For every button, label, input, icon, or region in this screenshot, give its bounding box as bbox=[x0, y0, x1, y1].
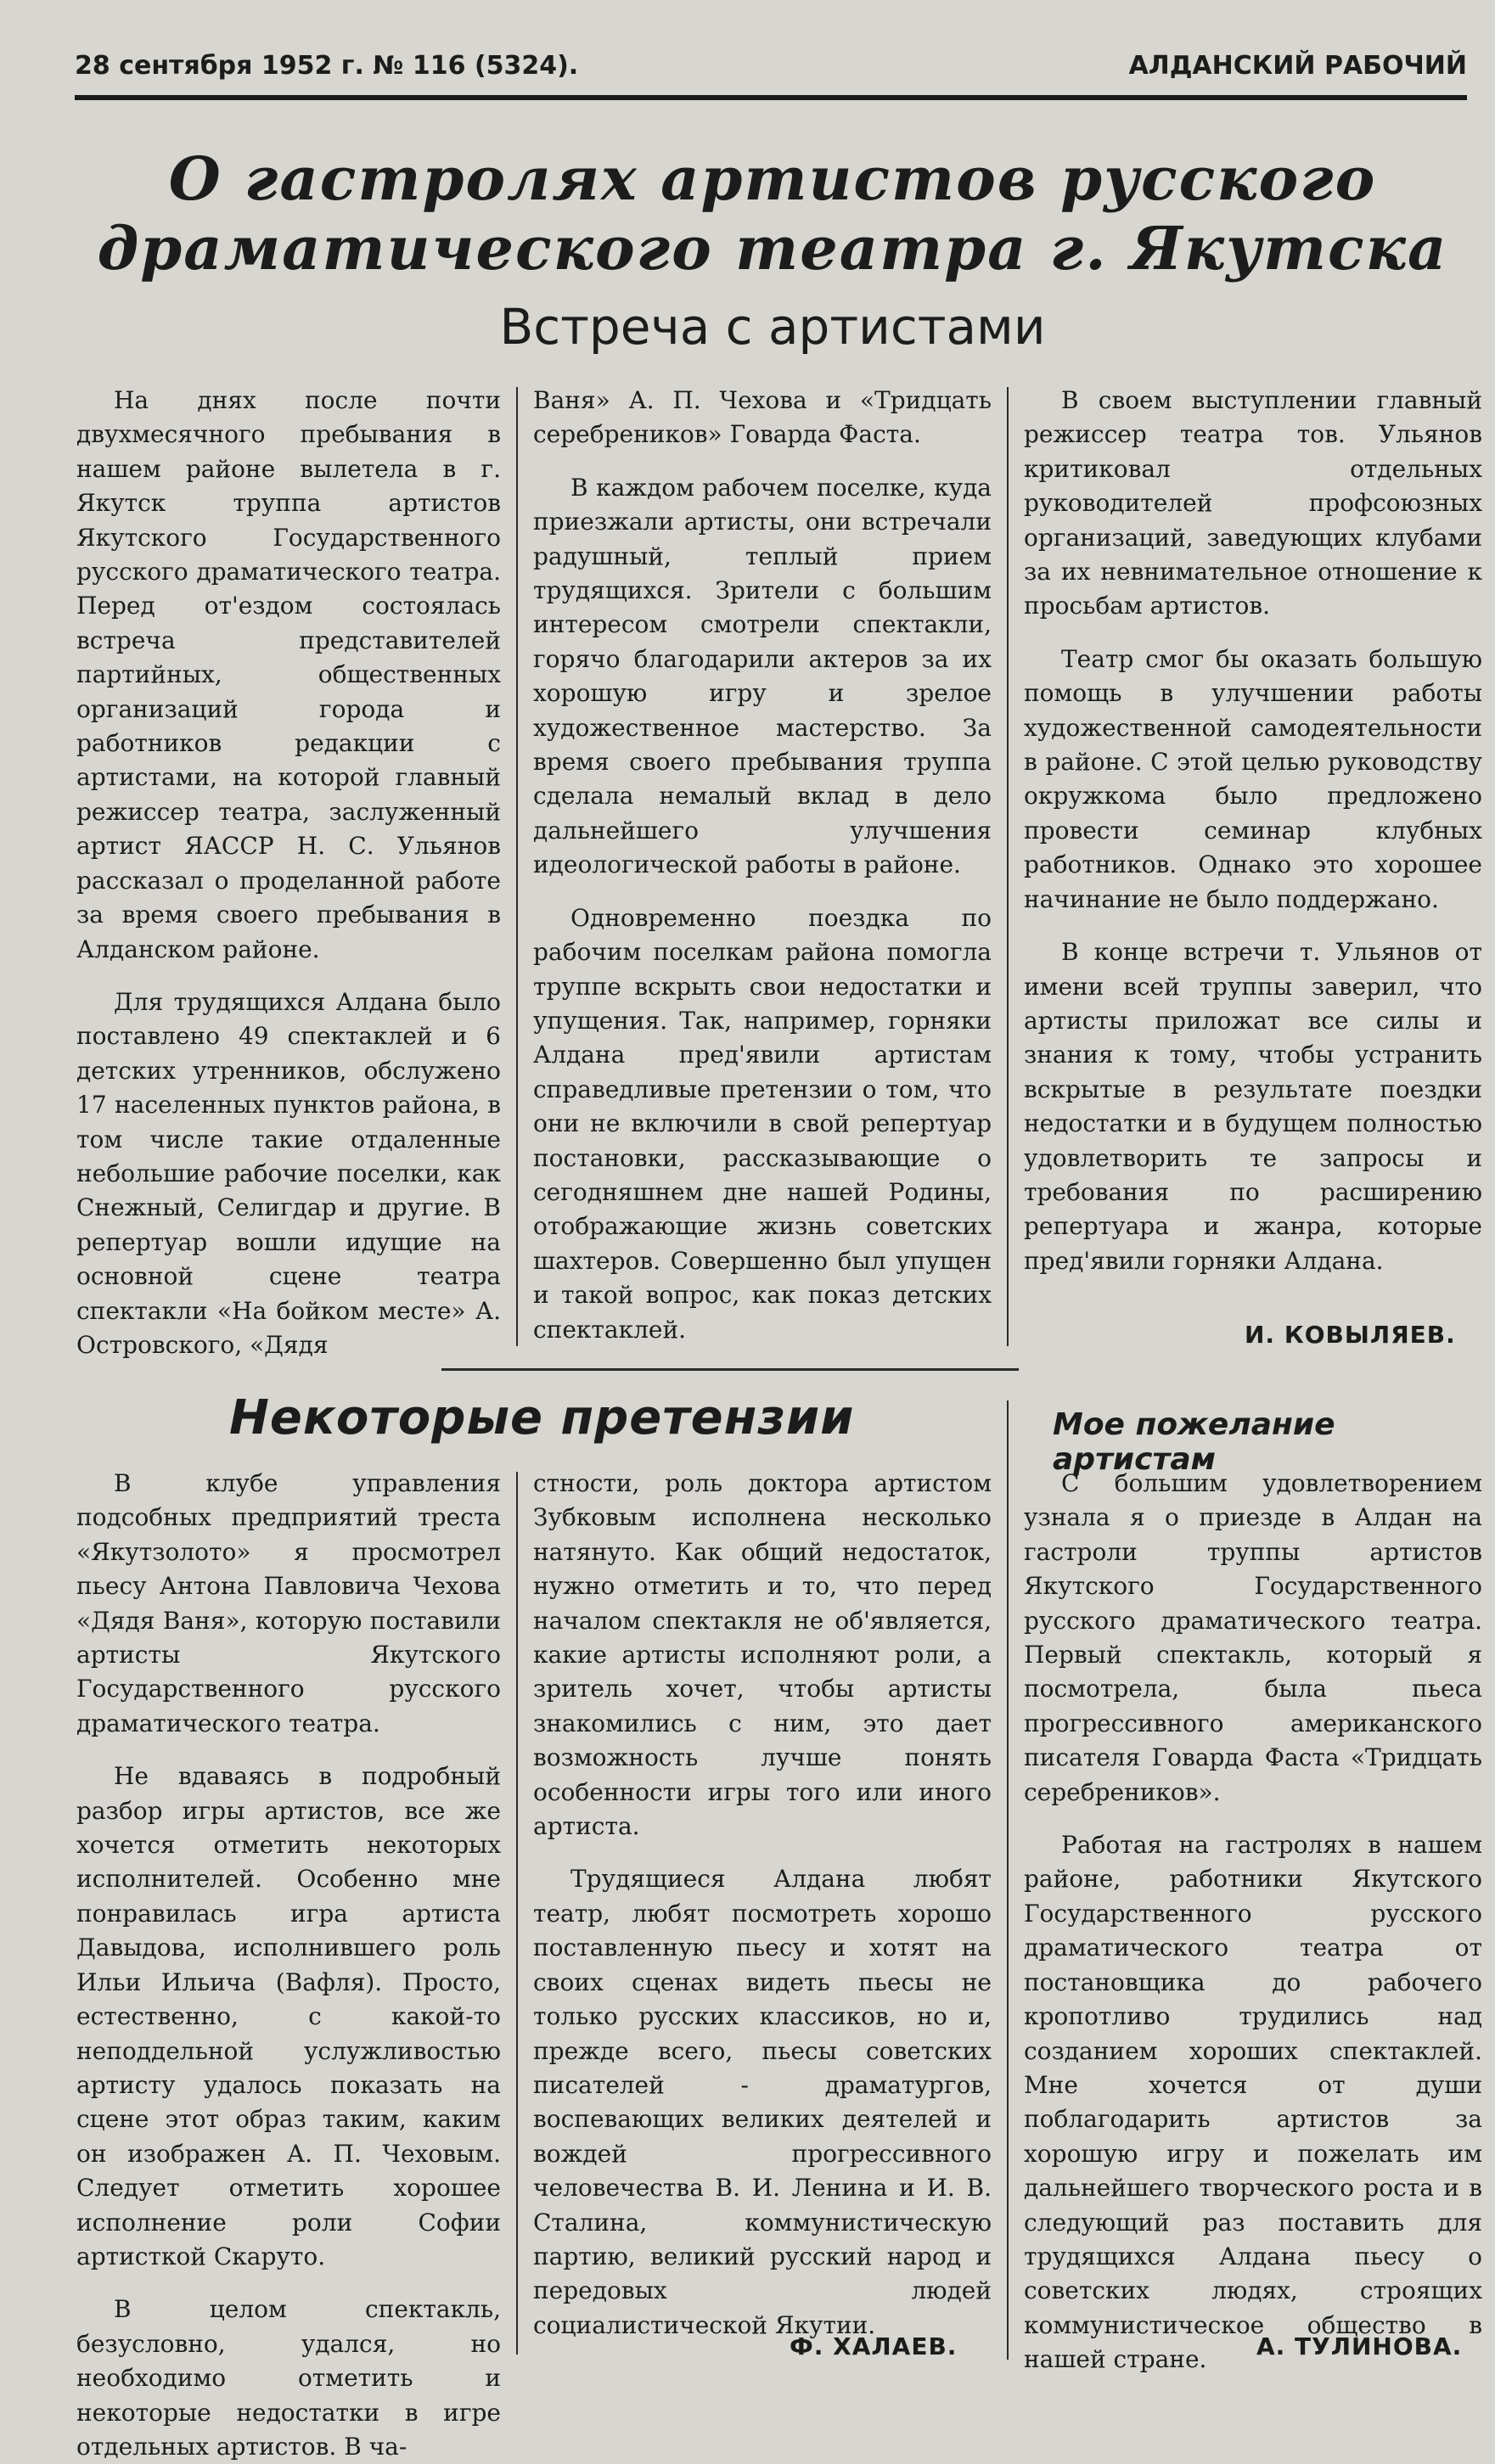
column-divider bbox=[1007, 1400, 1009, 2360]
subheadline: Встреча с артистами bbox=[499, 298, 1046, 356]
masthead bbox=[75, 44, 1467, 88]
article3-title: Мое пожелание артистам bbox=[1053, 1407, 1335, 1477]
column-divider bbox=[1007, 387, 1009, 1346]
paragraph: С большим удовлетворением узнала я о приезде в Алдан на гастроли труппы артистов Якутского Государственного русского драматического театра. Первый спектакль, который я посмотрела, была пьеса прогрессивного американского писателя Говарда Фаста «Тридцать серебреников». bbox=[1024, 1469, 1482, 1806]
article3-signature: А. ТУЛИНОВА. bbox=[1256, 2332, 1463, 2360]
article2-column-2 bbox=[533, 1467, 992, 2339]
article1-column-2 bbox=[533, 384, 992, 1343]
paragraph: Одновременно поездка по рабочим поселкам района помогла труппе вскрыть свои недостатки и упущения. Так, например, горняки Алдана пред'явили артистам справедливые претензии о том, что они не включили в свой репертуар постановки, рассказывающие о сегодняшнем дне нашей Родины, отображающие жизнь советских шахтеров. Совершенно был упущен и такой вопрос, как показ детских спектаклей. bbox=[533, 903, 992, 1344]
paragraph: Для трудящихся Алдана было поставлено 49 спектаклей и 6 детских утренников, обслужено 17 населенных пунктов района, в том числе такие отдаленные небольшие рабочие поселки, как Снежный, Селигдар и другие. В репертуар вошли идущие на основной сцене театра спектакли «На бойком месте» А. Островского, «Дядя bbox=[76, 987, 501, 1359]
paragraph: Театр смог бы оказать большую помощь в улучшении работы художественной самодеятельности в районе. С этой целью руководству окружкома было предложено провести семинар клубных работников. Однако это хорошее начинание не было поддержано. bbox=[1024, 644, 1482, 913]
article2-signature: Ф. ХАЛАЕВ. bbox=[790, 2332, 958, 2360]
paragraph: На днях после почти двухмесячного пребывания в нашем районе вылетела в г. Якутск труппа артистов Якутского Государственного русского драматического театра. Перед от'ездом состоялась встреча представителей партийных, общественных организаций города и работников редакции с артистами, на которой главный режиссер театра, заслуженный артист ЯАССР Н. С. Ульянов рассказал о проделанной работе за время своего пребывания в Алданском районе. bbox=[76, 386, 501, 963]
article2-title: Некоторые претензии bbox=[229, 1390, 855, 1445]
article1-column-3 bbox=[1024, 384, 1482, 1300]
headline-line-1: О гастролях артистов русского bbox=[168, 143, 1377, 214]
paragraph: стности, роль доктора артистом Зубковым исполнена несколько натянуто. Как общий недостаток, нужно отметить и то, что перед началом спектакля не об'является, какие артисты исполняют роли, а зритель хочет, чтобы артисты знакомились с ним, это дает возможность лучше понять особенности игры того или иного артиста. bbox=[533, 1469, 992, 1841]
headline-line-2: драматического театра г. Якутска bbox=[97, 213, 1448, 283]
newspaper-name: АЛДАНСКИЙ РАБОЧИЙ bbox=[1128, 51, 1467, 81]
paragraph: Работая на гастролях в нашем районе, работники Якутского Государственного русского драматического театра от постановщика до рабочего кропотливо трудились над созданием хороших спектаклей. Мне хочется от души поблагодарить артистов за хорошую игру и пожелать им дальнейшего творческого роста и в следующий раз поставить для трудящихся Алдана пьесу о советских людях, строящих коммунистическое общество в нашей стране. bbox=[1024, 1831, 1482, 2374]
issue-date: 28 сентября 1952 г. № 116 (5324). bbox=[75, 51, 579, 81]
paragraph: Ваня» А. П. Чехова и «Тридцать серебреников» Говарда Фаста. bbox=[533, 386, 992, 449]
column-divider bbox=[516, 1472, 518, 2355]
section-divider bbox=[441, 1368, 1019, 1371]
paragraph: В каждом рабочем поселке, куда приезжали артисты, они встречали радушный, теплый прием трудящихся. Зрители с большим интересом смотрели спектакли, горячо благодарили актеров за их хорошую игру и зрелое художественное мастерство. За время своего пребывания труппа сделала немалый вклад в дело дальнейшего улучшения идеологической работы в районе. bbox=[533, 473, 992, 879]
masthead-rule bbox=[75, 95, 1467, 100]
paragraph: В своем выступлении главный режиссер театра тов. Ульянов критиковал отдельных руководителей профсоюзных организаций, заведующих клубами за их невнимательное отношение к просьбам артистов. bbox=[1024, 386, 1482, 620]
paragraph: Трудящиеся Алдана любят театр, любят посмотреть хорошо поставленную пьесу и хотят на своих сценах видеть пьесы не только русских классиков, но и, прежде всего, пьесы советских писателей - драматургов, воспевающих великих деятелей и вождей прогрессивного человечества В. И. Ленина и И. В. Сталина, коммунистическую партию, великий русский народ и передовых людей социалистической Якутии. bbox=[533, 1865, 992, 2339]
main-headline bbox=[76, 144, 1469, 283]
article2-column-1 bbox=[76, 1467, 501, 2461]
article1-column-1 bbox=[76, 384, 501, 1359]
column-divider bbox=[516, 387, 518, 1346]
paragraph: В конце встречи т. Ульянов от имени всей труппы заверил, что артисты приложат все силы и знания к тому, чтобы устранить вскрытые в результате поездки недостатки и в будущем полностью удовлетворить те запросы и требования по расширению репертуара и жанра, которые пред'явили горняки Алдана. bbox=[1024, 938, 1482, 1275]
article1-signature: И. КОВЫЛЯЕВ. bbox=[1245, 1321, 1456, 1349]
paragraph: В клубе управления подсобных предприятий треста «Якутзолото» я просмотрел пьесу Антона Павловича Чехова «Дядя Ваня», которую поставили артисты Якутского Государственного русского драматического театра. bbox=[76, 1469, 501, 1737]
paragraph: Не вдаваясь в подробный разбор игры артистов, все же хочется отметить некоторых исполнителей. Особенно мне понравилась игра артиста Давыдова, исполнившего роль Ильи Ильича (Вафля). Просто, естественно, с какой-то неподдельной услужливостью артисту удалось показать на сцене этот образ таким, каким он изображен А. П. Чеховым. Следует отметить хорошее исполнение роли Софии артисткой Скаруто. bbox=[76, 1762, 501, 2270]
paragraph: В целом спектакль, безусловно, удался, но необходимо отметить и некоторые недостатки в игре отдельных артистов. В ча- bbox=[76, 2295, 501, 2461]
